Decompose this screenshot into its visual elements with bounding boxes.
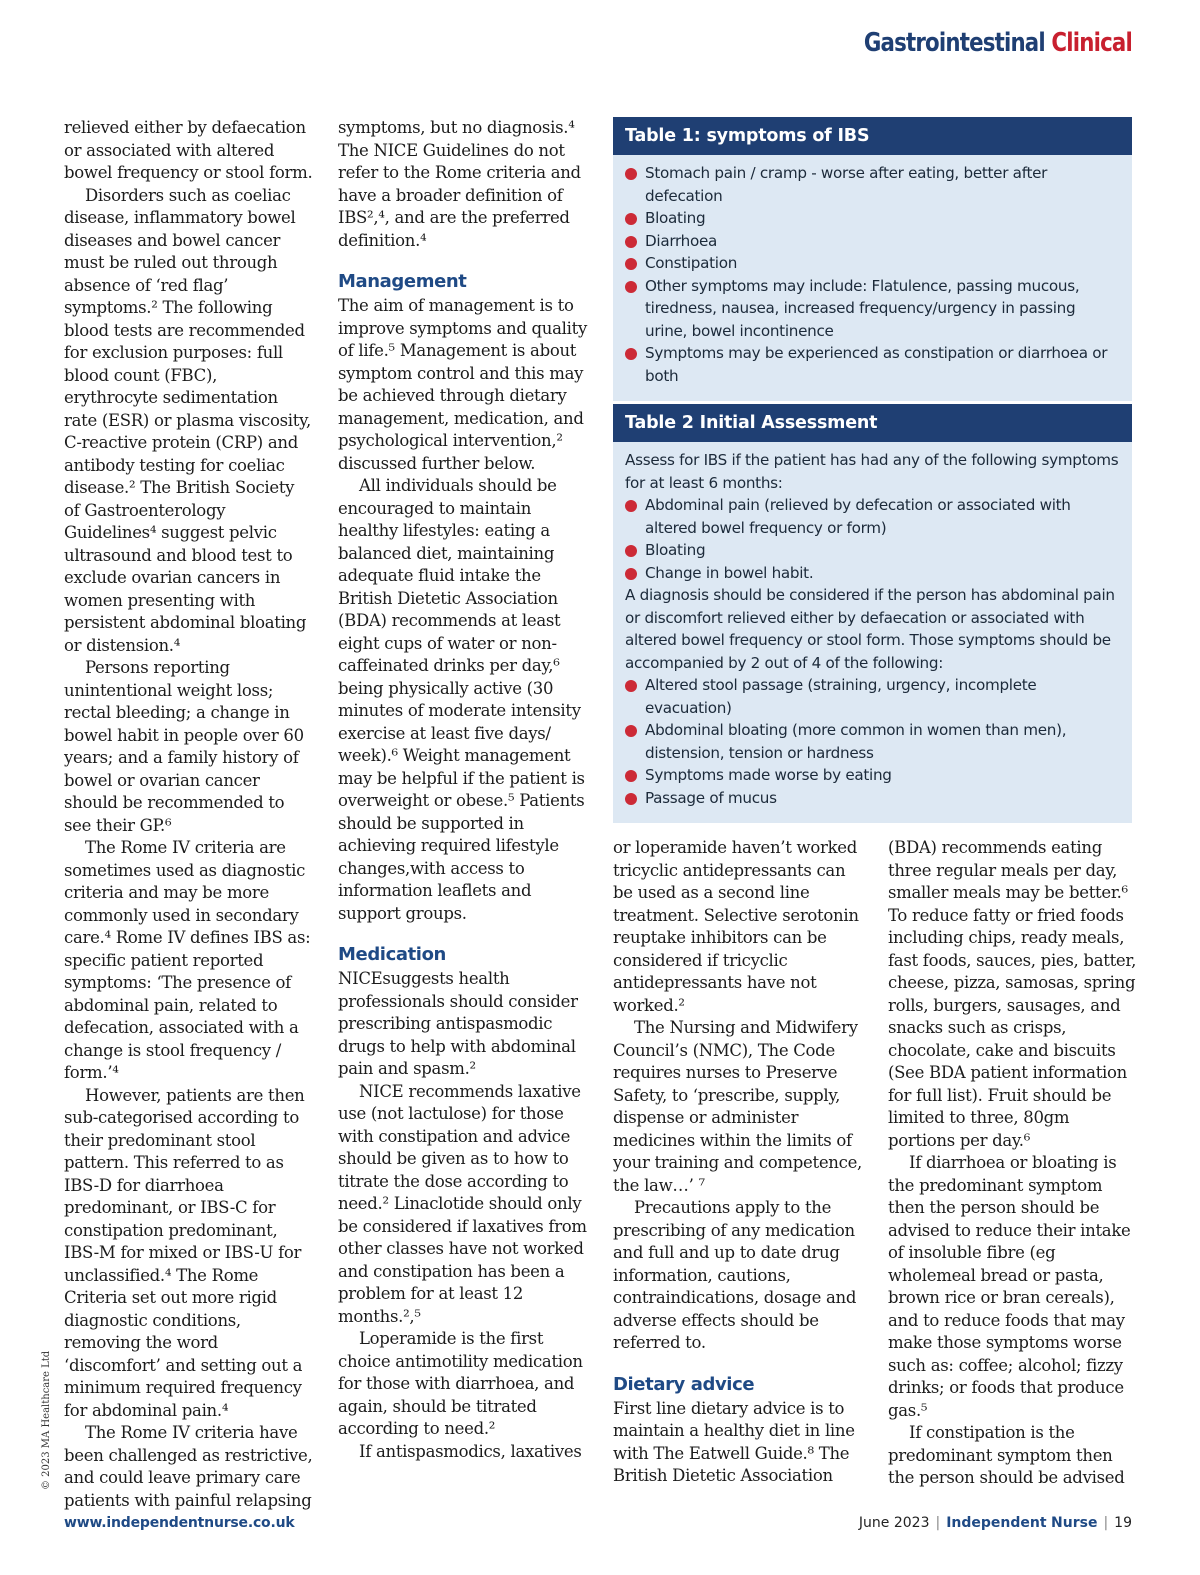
table-2-list-2 bbox=[625, 674, 1120, 809]
divider: | bbox=[935, 1515, 941, 1531]
list-item: Bloating bbox=[625, 207, 1120, 230]
footer-url[interactable] bbox=[64, 1515, 294, 1531]
paragraph: The Nursing and Midwifery Council’s (NMC), The Code requires nurses to Preserve Safety, to ‘prescribe, supply, dispense or administer medicines within the limits of your training and competence, the law…’ ⁷ bbox=[613, 1018, 862, 1195]
article-column-3 bbox=[613, 837, 863, 1488]
paragraph: NICEsuggests health professionals should consider prescribing antispasmodic drugs to help with abdominal pain and spasm.² bbox=[338, 969, 578, 1078]
list-item: Altered stool passage (straining, urgency, incomplete evacuation) bbox=[625, 674, 1120, 719]
paragraph: Persons reporting unintentional weight loss; rectal bleeding; a change in bowel habit in people over 60 years; and a family history of bowel or ovarian cancer should be recommended to see their GP.⁶ bbox=[64, 658, 304, 835]
table-2-intro: Assess for IBS if the patient has had any of the following symptoms for at least 6 months: bbox=[625, 451, 1119, 492]
section-title: Gastrointestinal bbox=[863, 28, 1045, 58]
paragraph: (BDA) recommends eating three regular meals per day, smaller meals may be better.⁶ To reduce fatty or fried foods including chips, ready meals, fast foods, sauces, pies, batter, cheese, pizza, samosas, spring rolls, burgers, sausages, and snacks such as crisps, chocolate, cake and biscuits (See BDA patient information for full list). Fruit should be limited to three, 80gm portions per day.⁶ bbox=[888, 838, 1137, 1150]
paragraph: or loperamide haven’t worked tricyclic antidepressants can be used as a second line treatment. Selective serotonin reuptake inhibitors can be considered if tricyclic antidepressants have not worked.² bbox=[613, 838, 859, 1015]
management-heading: Management bbox=[338, 271, 467, 292]
paragraph: The aim of management is to improve symptoms and quality of life.⁵ Management is about symptom control and this may be achieved through dietary management, medication, and psychological intervention,² discussed further below. bbox=[338, 296, 587, 473]
paragraph: All individuals should be encouraged to maintain healthy lifestyles: eating a balanced diet, maintaining adequate fluid intake the British Dietetic Association (BDA) recommends at least eight cups of water or non-caffeinated drinks per day,⁶ being physically active (30 minutes of moderate intensity exercise at least five days/ week).⁶ Weight management may be helpful if the patient is overweight or obese.⁵ Patients should be supported in achieving required lifestyle changes,with access to information leaflets and support groups. bbox=[338, 476, 585, 923]
divider: | bbox=[1103, 1515, 1109, 1531]
paragraph: Precautions apply to the prescribing of any medication and full and up to date drug information, cautions, contraindications, dosage and adverse effects should be referred to. bbox=[613, 1198, 857, 1352]
table-1-list bbox=[625, 162, 1120, 387]
list-item: Symptoms made worse by eating bbox=[625, 764, 1120, 787]
paragraph: If antispasmodics, laxatives bbox=[359, 1441, 582, 1461]
list-item: Abdominal pain (relieved by defecation or associated with altered bowel frequency or form) bbox=[625, 494, 1120, 539]
section-header bbox=[864, 28, 1132, 58]
medication-heading: Medication bbox=[338, 944, 446, 965]
dietary-advice-heading: Dietary advice bbox=[613, 1373, 755, 1395]
footer-publication bbox=[859, 1515, 1132, 1531]
table-1-title: Table 1: symptoms of IBS bbox=[613, 117, 1132, 155]
list-item: Diarrhoea bbox=[625, 230, 1120, 253]
paragraph: If constipation is the predominant symptom then the person should be advised bbox=[888, 1423, 1125, 1487]
list-item: Abdominal bloating (more common in women than men), distension, tension or hardness bbox=[625, 719, 1120, 764]
url-part: nurse bbox=[204, 1515, 248, 1531]
paragraph: Loperamide is the first choice antimotility medication for those with diarrhoea, and again, should be titrated according to need.² bbox=[338, 1329, 583, 1438]
page-number: 19 bbox=[1114, 1515, 1132, 1531]
list-item: Stomach pain / cramp - worse after eating, better after defecation bbox=[625, 162, 1120, 207]
paragraph: symptoms, but no diagnosis.⁴ The NICE Guidelines do not refer to the Rome criteria and have a broader definition of IBS²,⁴, and are the preferred definition.⁴ bbox=[338, 118, 581, 250]
list-item: Other symptoms may include: Flatulence, passing mucous, tiredness, nausea, increased frequency/urgency in passing urine, bowel incontinence bbox=[625, 275, 1120, 343]
list-item: Symptoms may be experienced as constipation or diarrhoea or both bbox=[625, 342, 1120, 387]
paragraph: relieved either by defaecation or associated with altered bowel frequency or stool form. bbox=[64, 118, 313, 182]
table-1-symptoms bbox=[613, 117, 1132, 401]
article-column-2 bbox=[338, 117, 588, 1463]
list-item: Change in bowel habit. bbox=[625, 562, 1120, 585]
article-column-4 bbox=[888, 837, 1138, 1490]
publication-name-b: Nurse bbox=[1051, 1515, 1098, 1531]
section-category: Clinical bbox=[1051, 28, 1132, 58]
url-part: .co.uk bbox=[247, 1515, 295, 1531]
paragraph: The Rome IV criteria are sometimes used as diagnostic criteria and may be more commonly used in secondary care.⁴ Rome IV defines IBS as: specific patient reported symptoms: ‘The presence of abdominal pain, related to defecation, associated with a change is stool frequency / form.’⁴ bbox=[64, 838, 311, 1082]
list-item: Passage of mucus bbox=[625, 787, 1120, 810]
table-2-list-1 bbox=[625, 494, 1120, 584]
table-2-title: Table 2 Initial Assessment bbox=[613, 404, 1132, 442]
paragraph: Disorders such as coeliac disease, inflammatory bowel diseases and bowel cancer must be ruled out through absence of ‘red flag’ symptoms.² The following blood tests are recommended for exclusion purposes: full blood count (FBC), erythrocyte sedimentation rate (ESR) or plasma viscosity, C-reactive protein (CRP) and antibody testing for coeliac disease.² The British Society of Gastroenterology Guidelines⁴ suggest pelvic ultrasound and blood test to exclude ovarian cancers in women presenting with persistent abdominal bloating or distension.⁴ bbox=[64, 185, 311, 655]
issue-date: June 2023 bbox=[858, 1515, 930, 1531]
paragraph: If diarrhoea or bloating is the predominant symptom then the person should be advised to reduce their intake of insoluble fibre (eg wholemeal bread or pasta, brown rice or bran cereals), and to reduce foods that may make those symptoms worse such as: coffee; alcohol; fizzy drinks; or foods that produce gas.⁵ bbox=[888, 1153, 1131, 1420]
paragraph: First line dietary advice is to maintain a healthy diet in line with The Eatwell Guide.⁸ The British Dietetic Association bbox=[613, 1398, 855, 1485]
paragraph: However, patients are then sub-categorised according to their predominant stool pattern. This referred to as IBS-D for diarrhoea predominant, or IBS-C for constipation predominant, IBS-M for mixed or IBS-U for unclassified.⁴ The Rome Criteria set out more rigid diagnostic conditions, removing the word ‘discomfort’ and setting out a minimum required frequency for abdominal pain.⁴ bbox=[64, 1085, 305, 1420]
table-2-middle: A diagnosis should be considered if the person has abdominal pain or discomfort relieved either by defaecation or associated with altered bowel frequency or stool form. Those symptoms should be accompanied by 2 out of 4 of the following: bbox=[625, 586, 1115, 672]
paragraph: The Rome IV criteria have been challenged as restrictive, and could leave primary care patients with painful relapsing bbox=[64, 1423, 313, 1510]
list-item: Constipation bbox=[625, 252, 1120, 275]
publication-name-a: Independent bbox=[946, 1515, 1047, 1531]
paragraph: NICE recommends laxative use (not lactulose) for those with constipation and advice should be given as to how to titrate the dose according to need.² Linaclotide should only be considered if laxatives from other classes have not worked and constipation has been a problem for at least 12 months.²,⁵ bbox=[338, 1081, 587, 1326]
url-part: www.independent bbox=[64, 1515, 205, 1531]
table-2-initial-assessment bbox=[613, 404, 1132, 823]
copyright-notice: © 2023 MA Healthcare Ltd bbox=[41, 1350, 52, 1490]
article-column-1 bbox=[64, 117, 314, 1512]
list-item: Bloating bbox=[625, 539, 1120, 562]
